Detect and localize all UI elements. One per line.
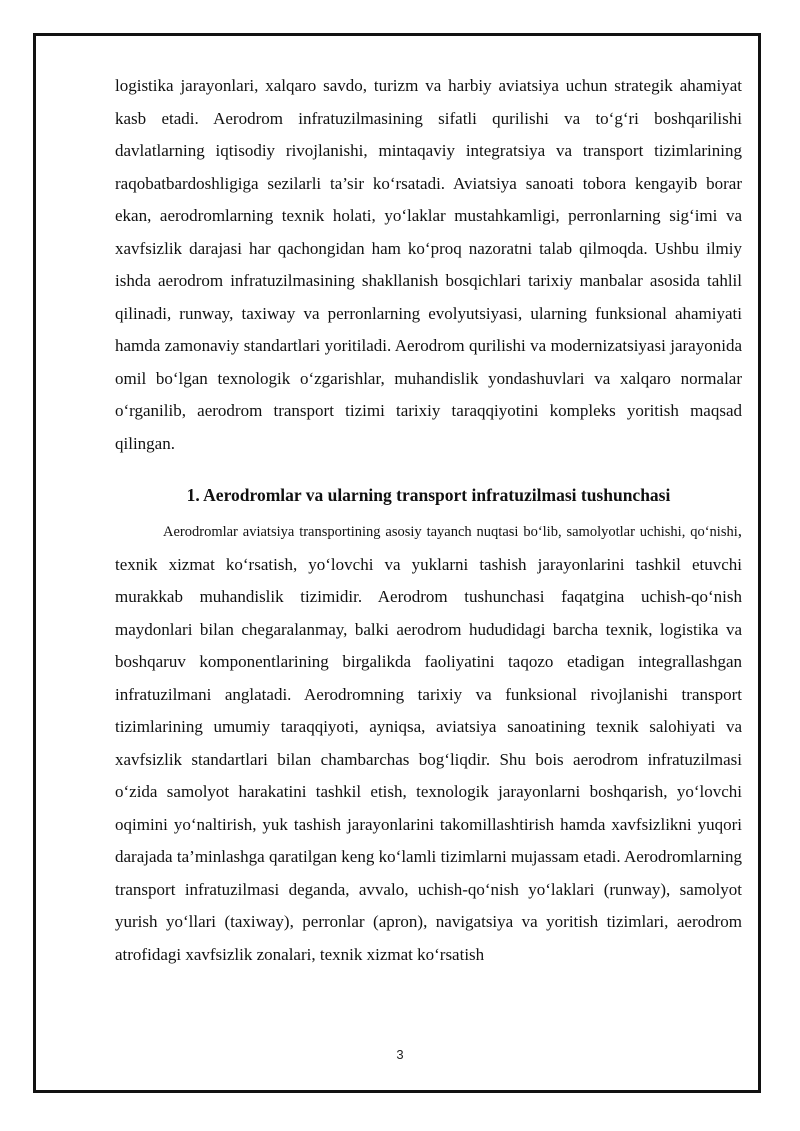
body-paragraph-intro: logistika jarayonlari, xalqaro savdo, turizm va harbiy aviatsiya uchun strategik ahamiyat kasb etadi. Aerodrom infratuzilmasining sifatli qurilishi va to‘g‘ri boshqarilishi davlatlarning iqtisodiy rivojlanishi, mintaqaviy integratsiya va transport tizimlarining raqobatbardoshligiga sezilarli ta’sir ko‘rsatadi. Aviatsiya sanoati tobora kengayib borar ekan, aerodromlarning texnik holati, yo‘laklar mustahkamligi, perronlarning sig‘imi va xavfsizlik darajasi har qachongidan ham ko‘proq nazoratni talab qilmoqda. Ushbu ilmiy ishda aerodrom infratuzilmasining shakllanish bosqichlari tarixiy manbalar asosida tahlil qilinadi, runway, taxiway va perronlarning evolyutsiyasi, ularning funksional ahamiyati hamda zamonaviy standartlari yoritiladi. Aerodrom qurilishi va modernizatsiyasi jarayonida omil bo‘lgan texnologik o‘zgarishlar, muhandislik yondashuvlari va xalqaro normalar o‘rganilib, aerodrom transport tizimi tarixiy taraqqiyotini kompleks yoritish maqsad qilingan.: [115, 76, 742, 453]
page-number: 3: [396, 1047, 404, 1062]
paragraph-opening-run: Aerodromlar aviatsiya transportining asosiy tayanch nuqtasi bo‘lib, samolyotlar uchishi, qo‘nishi: [163, 524, 738, 540]
section-heading: 1. Aerodromlar va ularning transport infratuzilmasi tushunchasi: [186, 485, 671, 505]
document-body: [115, 70, 742, 971]
body-paragraph-section-1: [115, 515, 742, 971]
paragraph-continuation-run: , texnik xizmat ko‘rsatish, yo‘lovchi va yuklarni tashish jarayonlarini tashkil etuvchi murakkab muhandislik tizimidir. Aerodrom tushunchasi faqatgina uchish-qo‘nish maydonlari bilan chegaralanmay, balki aerodrom hududidagi barcha texnik, logistika va boshqaruv komponentlarining birgalikda faoliyatini taqozo etadigan integrallashgan infratuzilmani anglatadi. Aerodromning tarixiy va funksional rivojlanishi transport tizimlarining umumiy taraqqiyoti, ayniqsa, aviatsiya sanoatining texnik salohiyati va xavfsizlik standartlari bilan chambarchas bog‘liqdir. Shu bois aerodrom infratuzilmasi o‘zida samolyot harakatini tashkil etish, texnologik jarayonlarni boshqarish, yo‘lovchi oqimini yo‘naltirish, yuk tashish jarayonlarini takomillashtirish hamda xavfsizlikni yuqori darajada ta’minlashga qaratilgan keng ko‘lamli tizimlarni mujassam etadi. Aerodromlarning transport infratuzilmasi deganda, avvalo, uchish-qo‘nish yo‘laklari (runway), samolyot yurish yo‘llari (taxiway), perronlar (apron), navigatsiya va yoritish tizimlari, aerodrom atrofidagi xavfsizlik zonalari, texnik xizmat ko‘rsatish: [115, 521, 742, 964]
